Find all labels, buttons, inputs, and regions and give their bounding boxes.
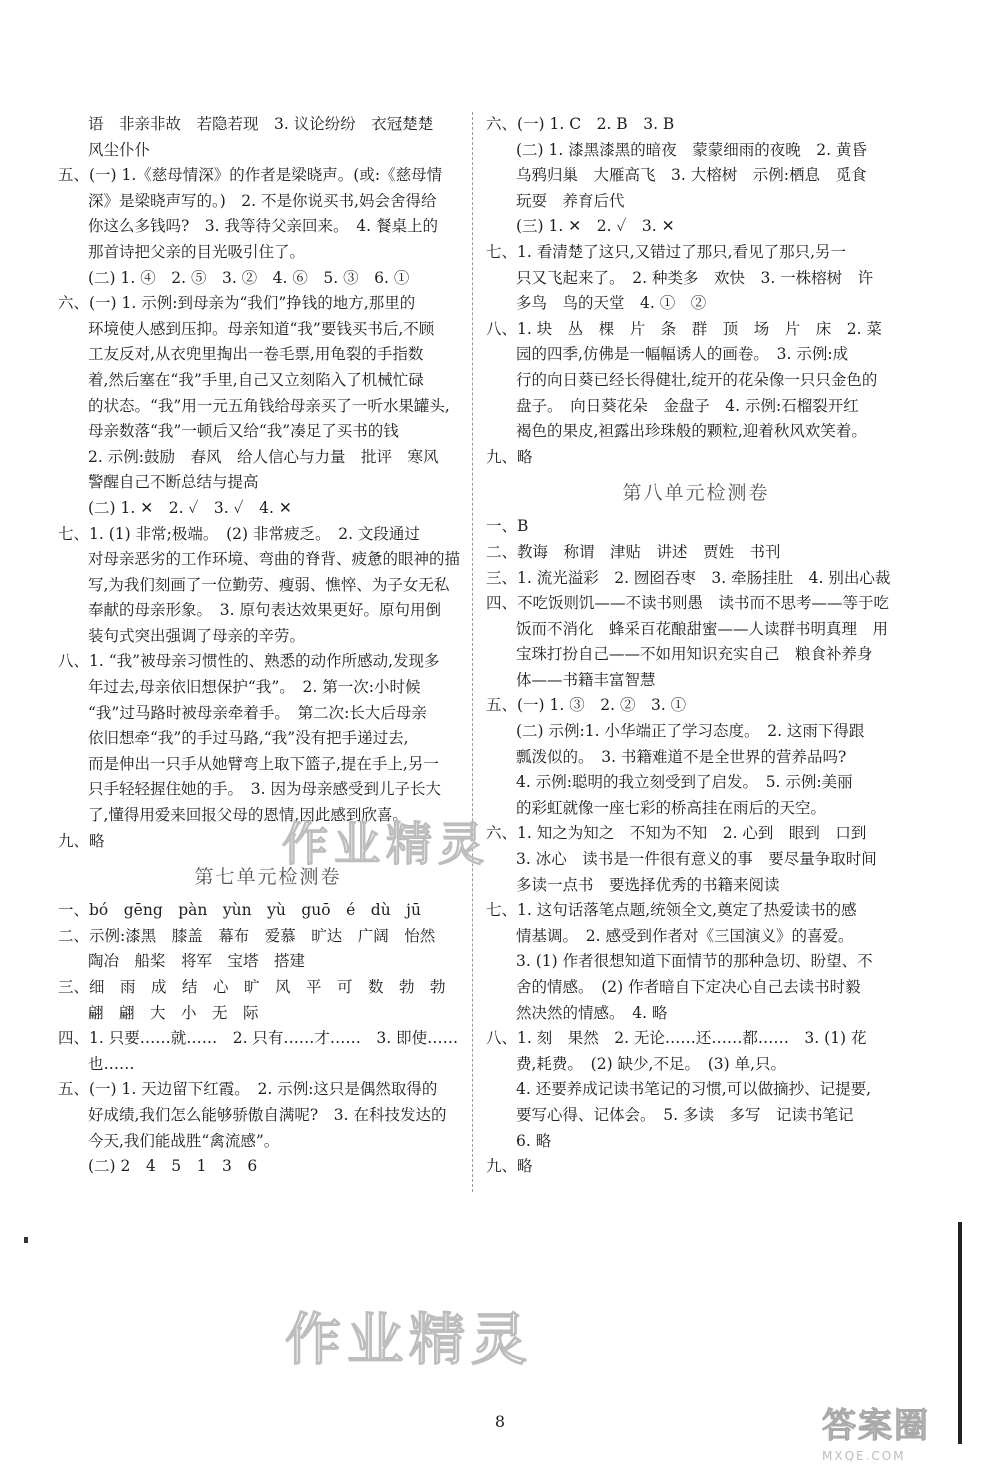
answer-line: 年过去,母亲依旧想保护“我”。 2. 第一次:小时候 (88, 678, 421, 697)
answer-line: 2. 示例:鼓励 春风 给人信心与力量 批评 寒风 (88, 447, 439, 466)
answer-line: 然决然的情感。 4. 略 (516, 1003, 668, 1022)
right-column (486, 112, 906, 1180)
answer-line: 九、略 (486, 447, 533, 466)
answer-line: 瓢泼似的。 3. 书籍难道不是全世界的营养品吗? (516, 747, 847, 766)
answer-line: 警醒自己不断总结与提高 (88, 473, 259, 492)
answer-line: 你这么多钱吗? 3. 我等待父亲回来。 4. 餐桌上的 (88, 217, 438, 236)
answer-line: 也…… (88, 1054, 135, 1073)
answer-line: 褐色的果皮,袒露出珍珠般的颗粒,迎着秋风欢笑着。 (516, 422, 867, 441)
answer-line: 一、bó gēng pàn yùn yù guō é dù jū (58, 901, 421, 920)
answer-line: 了,懂得用爱来回报父母的恩情,因此感到欣喜。 (88, 806, 408, 825)
answer-line: 那首诗把父亲的目光吸引住了。 (88, 242, 306, 261)
answer-line: (二) 1. ✕ 2. ✓ 3. ✓ 4. ✕ (88, 498, 292, 517)
answer-line: 宝珠打扮自己——不如用知识充实自己 粮食补养身 (516, 645, 873, 664)
answer-line: 依旧想牵“我”的手过马路,“我”没有把手递过去, (88, 729, 409, 748)
answer-line: 着,然后塞在“我”手里,自己又立刻陷入了机械忙碌 (88, 370, 424, 389)
answer-line: 饭而不消化 蜂采百花酿甜蜜——人读群书明真理 用 (516, 619, 889, 638)
watermark-bottom: 作业精灵 (285, 1308, 533, 1373)
answer-line: 六、1. 知之为知之 不知为不知 2. 心到 眼到 口到 (486, 824, 867, 843)
answer-line: 六、(一) 1. 示例:到母亲为“我们”挣钱的地方,那里的 (58, 294, 416, 313)
section-heading: 第八单元检测卷 (622, 482, 770, 505)
answer-line: 要写心得、记体会。 5. 多读 多写 记读书笔记 (516, 1105, 854, 1124)
answer-line: 6. 略 (516, 1131, 552, 1150)
answer-line: 七、1. 这句话落笔点题,统领全文,奠定了热爱读书的感 (486, 901, 857, 920)
answer-line: 五、(一) 1. ③ 2. ② 3. ① (486, 696, 687, 715)
answer-line: 三、细 雨 成 结 心 旷 风 平 可 数 勃 勃 (58, 978, 446, 996)
watermark-middle: 作业精灵 (282, 817, 490, 871)
answer-line: 六、(一) 1. C 2. B 3. B (486, 115, 675, 133)
answer-line: (二) 1. ④ 2. ⑤ 3. ② 4. ⑥ 5. ③ 6. ① (88, 268, 410, 287)
answer-line: 多鸟 鸟的天堂 4. ① ② (516, 294, 707, 313)
answer-line: 母亲数落“我”一顿后又给“我”凑足了买书的钱 (88, 422, 399, 441)
logo-url: MXQE.COM (822, 1449, 906, 1463)
answer-line: 装句式突出强调了母亲的辛劳。 (88, 626, 306, 645)
scan-dot (24, 1237, 28, 1243)
answer-line: 八、1. “我”被母亲习惯性的、熟悉的动作所感动,发现多 (58, 652, 440, 671)
site-logo (822, 1398, 992, 1463)
answer-line: 3. (1) 作者很想知道下面情节的那种急切、盼望、不 (516, 952, 873, 971)
answer-line: 九、略 (58, 831, 105, 850)
left-column (58, 112, 478, 1180)
answer-line: 多读一点书 要选择优秀的书籍来阅读 (516, 875, 780, 894)
answer-line: 4. 还要养成记读书笔记的习惯,可以做摘抄、记提要, (516, 1080, 872, 1099)
answer-line: 八、1. 刻 果然 2. 无论……还……都…… 3. (1) 花 (486, 1029, 867, 1048)
logo-title: 答案圈 (822, 1406, 930, 1446)
answer-line: 体——书籍丰富智慧 (516, 670, 656, 689)
answer-line: 3. 冰心 读书是一件很有意义的事 要尽量争取时间 (516, 850, 877, 869)
answer-line: 只手轻轻握住她的手。 3. 因为母亲感受到儿子长大 (88, 780, 441, 799)
answer-line: 二、示例:漆黑 膝盖 幕布 爱慕 旷达 广阔 怡然 (58, 926, 436, 945)
answer-line: 环境使人感到压抑。母亲知道“我”要钱买书后,不顾 (88, 319, 435, 338)
answer-line: 工友反对,从衣兜里掏出一卷毛票,用龟裂的手指数 (88, 345, 424, 364)
answer-line: 七、1. 看清楚了这只,又错过了那只,看见了那只,另一 (486, 242, 846, 261)
answer-line: 二、教诲 称谓 津贴 讲述 贾姓 书刊 (486, 542, 781, 561)
answer-line: 三、1. 流光溢彩 2. 囫囵吞枣 3. 牵肠挂肚 4. 别出心裁 (486, 568, 891, 587)
page-number: 8 (494, 1412, 506, 1431)
answer-line: 4. 示例:聪明的我立刻受到了启发。 5. 示例:美丽 (516, 773, 853, 792)
answer-line: 盘子。 向日葵花朵 金盘子 4. 示例:石榴裂开红 (516, 396, 859, 415)
answer-line: (三) 1. ✕ 2. ✓ 3. ✕ (516, 217, 675, 236)
answer-line: 一、B (486, 517, 529, 536)
answer-line: 风尘仆仆 (88, 140, 151, 159)
answer-line: (二) 示例:1. 小华端正了学习态度。 2. 这雨下得跟 (516, 722, 865, 741)
answer-line: 只又飞起来了。 2. 种类多 欢快 3. 一株榕树 许 (516, 268, 874, 287)
answer-line: 奉献的母亲形象。 3. 原句表达效果更好。原句用倒 (88, 601, 441, 620)
answer-line: 七、1. (1) 非常;极端。 (2) 非常疲乏。 2. 文段通过 (58, 524, 420, 543)
answer-line: 费,耗费。 (2) 缺少,不足。 (3) 单,只。 (516, 1054, 787, 1073)
answer-line: 深》是梁晓声写的。) 2. 不是你说买书,妈会舍得给 (88, 191, 437, 210)
answer-line: 语 非亲非故 若隐若现 3. 议论纷纷 衣冠楚楚 (88, 115, 434, 133)
answer-line: 情基调。 2. 感受到作者对《三国演义》的喜爱。 (516, 926, 854, 945)
answer-line: 五、(一) 1. 天边留下红霞。 2. 示例:这只是偶然取得的 (58, 1080, 438, 1099)
answer-line: 陶冶 船桨 将军 宝塔 搭建 (88, 952, 306, 971)
answer-line: 的状态。“我”用一元五角钱给母亲买了一听水果罐头, (88, 396, 450, 415)
answer-line: 乌鸦归巢 大雁高飞 3. 大榕树 示例:栖息 觅食 (516, 166, 867, 185)
answer-line: 四、不吃饭则饥——不读书则愚 读书而不思考——等于吃 (486, 594, 890, 613)
answer-line: 九、略 (486, 1157, 533, 1176)
answer-line: 玩耍 养育后代 (516, 191, 625, 210)
answer-line: “我”过马路时被母亲牵着手。 第二次:长大后母亲 (88, 703, 427, 722)
answer-line: 写,为我们刻画了一位勤劳、瘦弱、憔悴、为子女无私 (88, 575, 450, 594)
answer-line: 好成绩,我们怎么能够骄傲自满呢? 3. 在科技发达的 (88, 1105, 447, 1124)
answer-line: 翩 翩 大 小 无 际 (88, 1003, 259, 1022)
answer-line: 行的向日葵已经长得健壮,绽开的花朵像一只只金色的 (516, 370, 878, 389)
answer-line: 今天,我们能战胜“禽流感”。 (88, 1131, 280, 1150)
answer-line: 四、1. 只要……就…… 2. 只有……才…… 3. 即使…… (58, 1029, 459, 1048)
section-heading: 第七单元检测卷 (194, 866, 342, 889)
answer-line: 八、1. 块 丛 棵 片 条 群 顶 场 片 床 2. 菜 (486, 319, 882, 338)
answer-line: 五、(一) 1.《慈母情深》的作者是梁晓声。(或:《慈母情 (58, 166, 443, 185)
answer-line: 舍的情感。 (2) 作者暗自下定决心自己去读书时毅 (516, 978, 861, 996)
answer-line: 对母亲恶劣的工作环境、弯曲的脊背、疲惫的眼神的描 (88, 550, 461, 569)
answer-line: (二) 1. 漆黑漆黑的暗夜 蒙蒙细雨的夜晚 2. 黄昏 (516, 140, 867, 159)
answer-line: 园的四季,仿佛是一幅幅诱人的画卷。 3. 示例:成 (516, 345, 849, 364)
answer-line: 的彩虹就像一座七彩的桥高挂在雨后的天空。 (516, 798, 827, 817)
answer-line: 而是伸出一只手从她臂弯上取下篮子,提在手上,另一 (88, 754, 439, 773)
answer-line: (二) 2 4 5 1 3 6 (88, 1157, 258, 1176)
